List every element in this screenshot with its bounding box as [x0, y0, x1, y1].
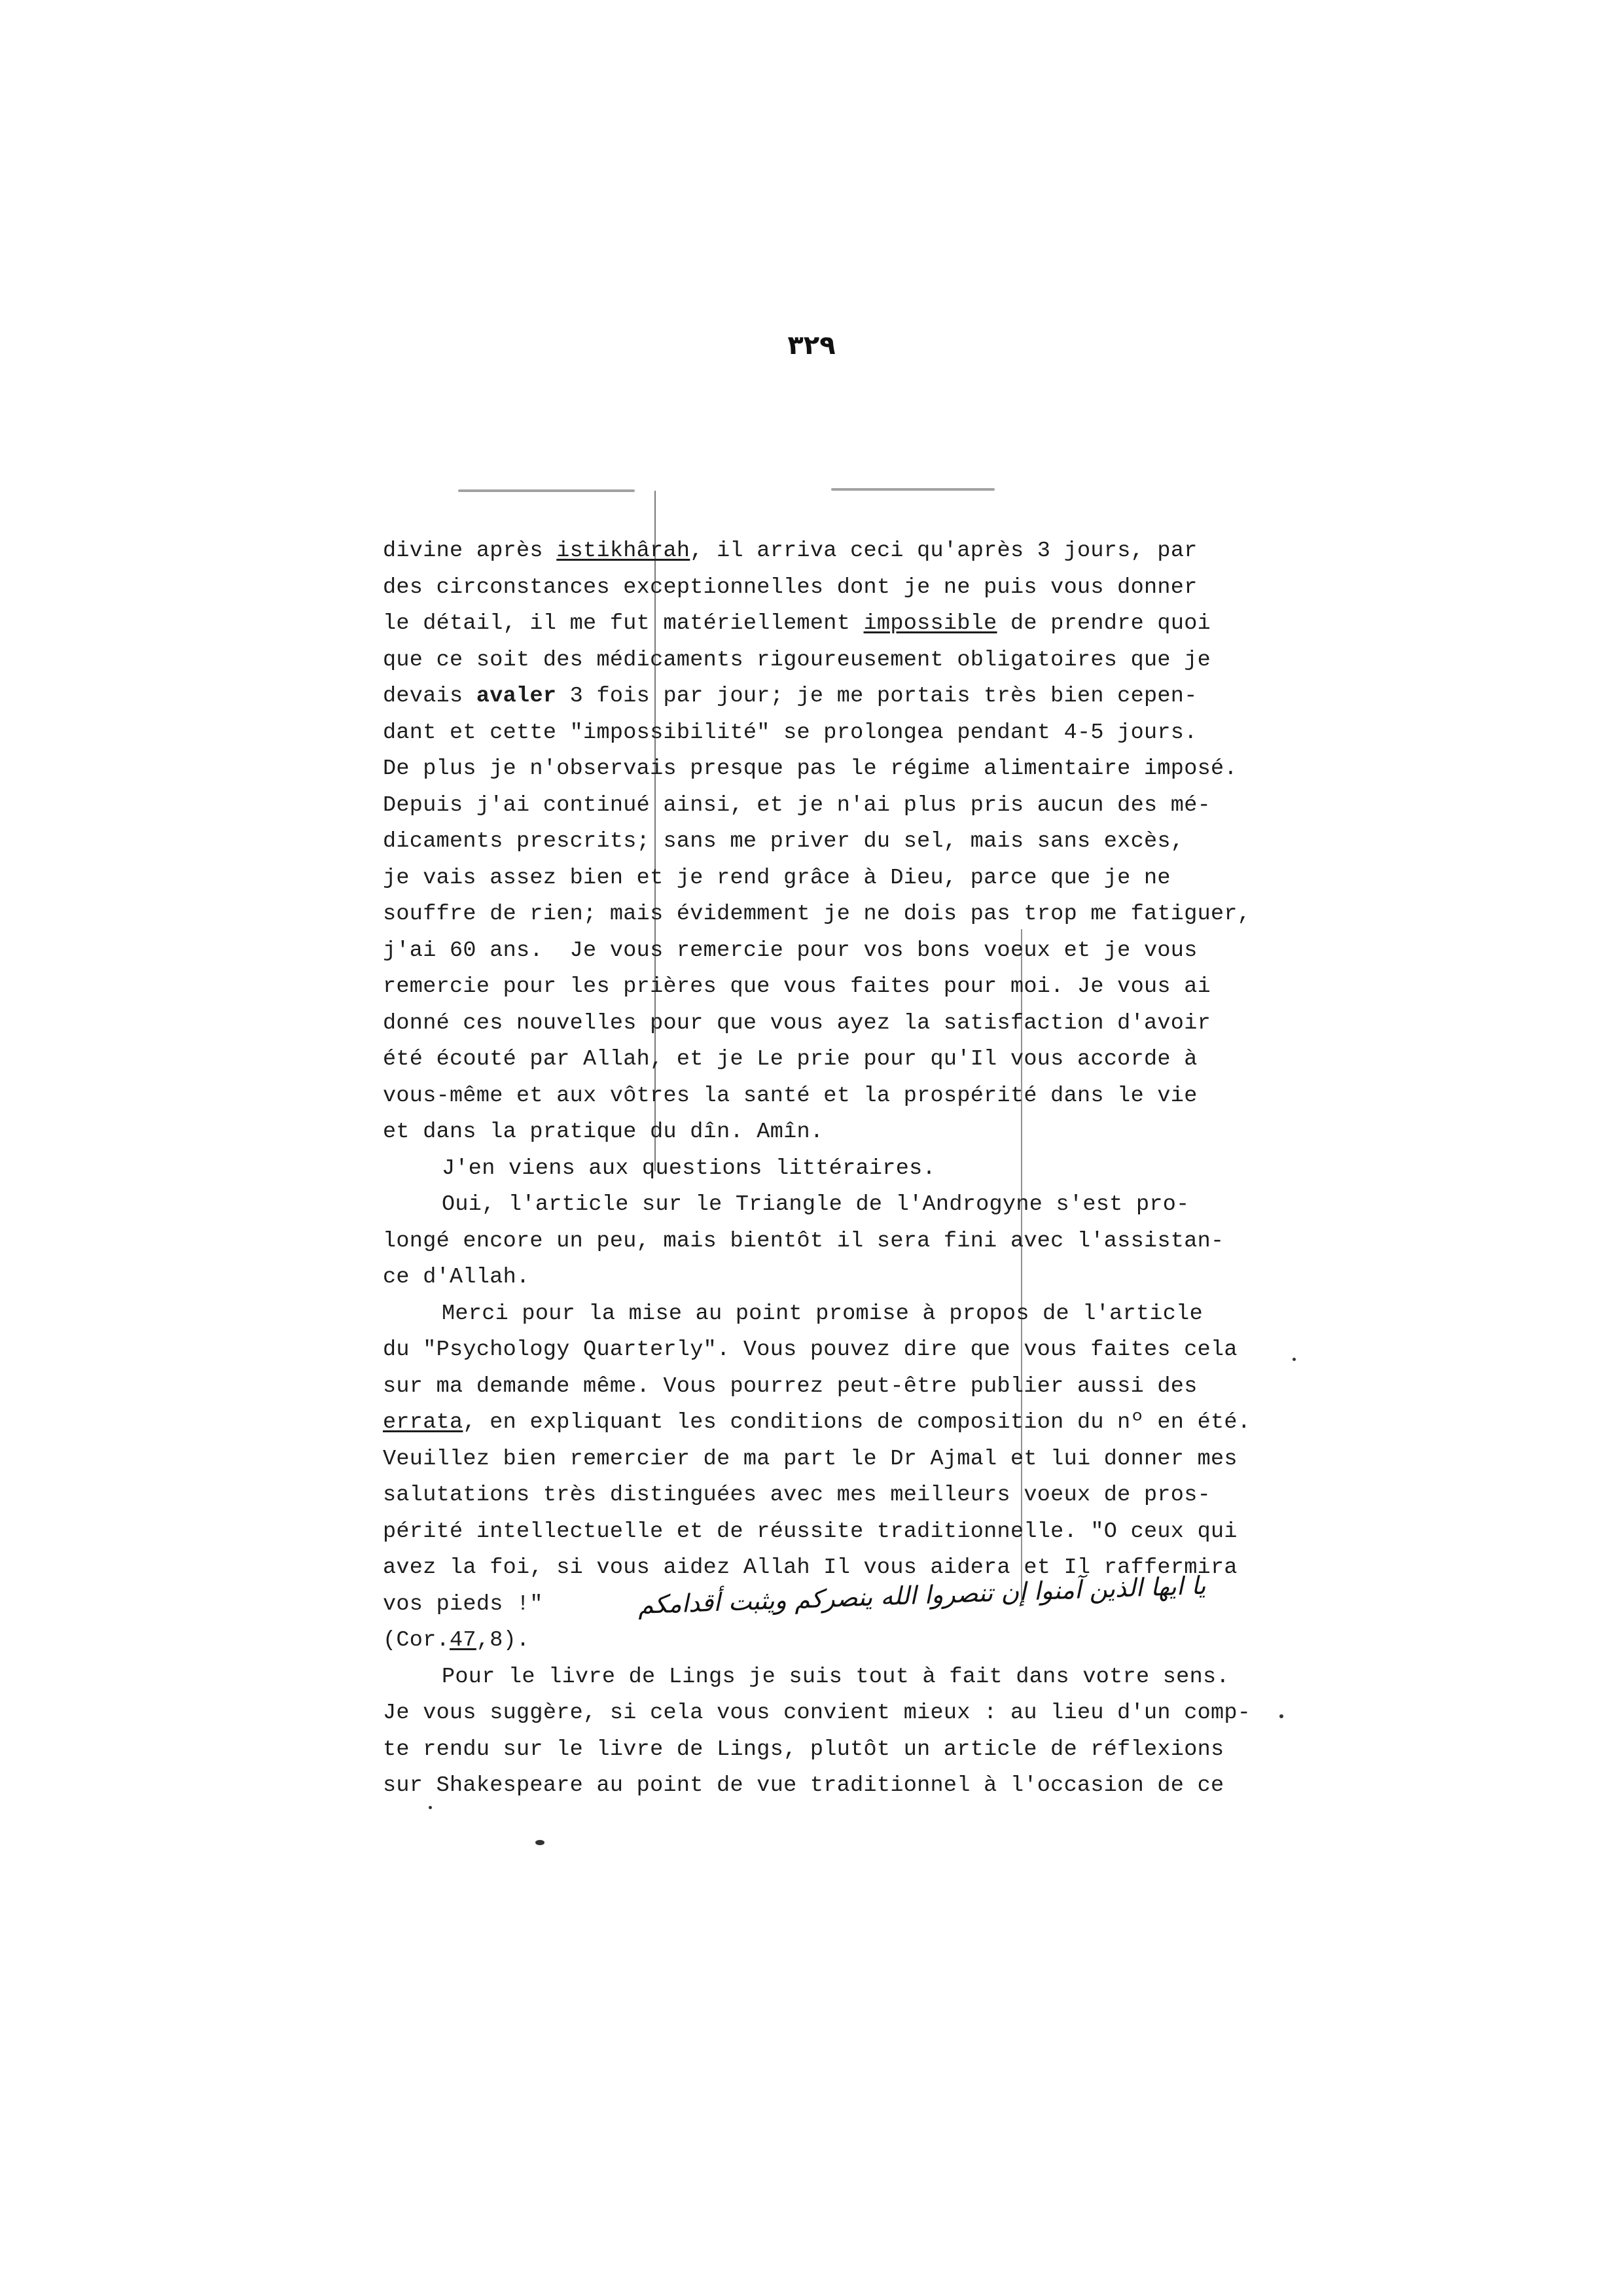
line-text: salutations très distinguées avec mes meilleurs voeux de pros- — [383, 1483, 1211, 1508]
line-text: souffre de rien; mais évidemment je ne dois pas trop me fatiguer, — [383, 902, 1251, 927]
letter-line — [383, 643, 1273, 679]
top-smudge-right — [831, 488, 995, 491]
line-text: avez la foi, si vous aidez Allah Il vous aidera et Il raffermira — [383, 1555, 1238, 1580]
line-text: le détail, il me fut matériellement — [383, 611, 864, 636]
letter-line — [383, 751, 1273, 788]
letter-line — [383, 1768, 1273, 1805]
letter-line — [383, 860, 1273, 897]
page-number: ٣٢٩ — [787, 330, 836, 361]
line-text: Je vous suggère, si cela vous convient mieux : au lieu d'un comp- — [383, 1701, 1251, 1725]
letter-line — [383, 1296, 1273, 1333]
letter-line — [383, 969, 1273, 1006]
line-text: divine après — [383, 539, 557, 563]
line-text: Merci pour la mise au point promise à propos de l'article — [442, 1301, 1203, 1326]
line-text: donné ces nouvelles pour que vous ayez la satisfaction d'avoir — [383, 1010, 1211, 1036]
line-text: , en expliquant les conditions de composition du nº en été. — [463, 1410, 1251, 1435]
letter-line — [383, 1151, 1273, 1188]
line-text: 3 fois par jour; je me portais très bien cepen- — [556, 684, 1198, 709]
underlined-text: errata — [383, 1410, 463, 1435]
ink-speck — [429, 1806, 432, 1809]
ink-speck — [1293, 1358, 1296, 1361]
line-text: été écouté par Allah, et je Le prie pour qu'Il vous accorde à — [383, 1047, 1198, 1072]
line-text: sur Shakespeare au point de vue traditionnel à l'occasion de ce — [383, 1773, 1224, 1798]
letter-line — [383, 1659, 1273, 1696]
line-text: longé encore un peu, mais bientôt il sera fini avec l'assistan- — [383, 1228, 1224, 1254]
letter-line — [383, 679, 1273, 715]
letter-line — [383, 1260, 1273, 1296]
letter-line — [383, 896, 1273, 933]
letter-line — [383, 824, 1273, 860]
line-text: te rendu sur le livre de Lings, plutôt un article de réflexions — [383, 1737, 1224, 1762]
underlined-text: 47 — [450, 1628, 476, 1653]
top-smudge-left — [458, 489, 635, 492]
line-text: , il arriva ceci qu'après 3 jours, par — [690, 539, 1198, 563]
letter-line — [383, 1514, 1273, 1551]
line-text: je vais assez bien et je rend grâce à Dieu, parce que je ne — [383, 865, 1171, 891]
line-text: et dans la pratique du dîn. Amîn. — [383, 1120, 824, 1144]
letter-line — [383, 1187, 1273, 1224]
letter-line — [383, 533, 1273, 570]
letter-line — [383, 788, 1273, 824]
line-text: dicaments prescrits; sans me priver du sel, mais sans excès, — [383, 829, 1185, 854]
line-text: J'en viens aux questions littéraires. — [442, 1156, 936, 1181]
arabic-quran-quote: يا ايها الذين آمنوا إن تنصروا الله ينصركم ويثبت أقدامكم — [637, 1570, 1207, 1620]
letter-line — [383, 1042, 1273, 1078]
letter-line — [383, 1405, 1273, 1441]
line-text: des circonstances exceptionnelles dont je ne puis vous donner — [383, 574, 1198, 600]
letter-line — [383, 1332, 1273, 1369]
line-text: Oui, l'article sur le Triangle de l'Androgyne s'est pro- — [442, 1192, 1190, 1217]
underlined-text: impossible — [863, 611, 997, 636]
letter-line — [383, 1369, 1273, 1405]
line-text: vous-même et aux vôtres la santé et la prospérité dans le vie — [383, 1083, 1198, 1108]
letter-line — [383, 1224, 1273, 1260]
letter-line — [383, 1114, 1273, 1151]
line-text: devais — [383, 684, 476, 709]
line-text: j'ai 60 ans. Je vous remercie pour vos bons voeux et je vous — [383, 938, 1198, 963]
line-text: remercie pour les prières que vous faites pour moi. Je vous ai — [383, 974, 1211, 999]
line-text: périté intellectuelle et de réussite traditionnelle. "O ceux qui — [383, 1519, 1238, 1544]
line-text: dant et cette "impossibilité" se prolongea pendant 4-5 jours. — [383, 720, 1198, 745]
letter-line — [383, 715, 1273, 752]
line-text: de prendre quoi — [997, 611, 1211, 636]
ink-speck — [535, 1840, 544, 1845]
letter-line — [383, 1078, 1273, 1115]
ink-speck — [1279, 1714, 1283, 1718]
letter-line — [383, 606, 1273, 643]
underlined-text: istikhârah — [556, 539, 690, 563]
line-text: (Cor. — [383, 1628, 450, 1653]
letter-line — [383, 1441, 1273, 1478]
letter-line — [383, 1732, 1273, 1769]
line-text: sur ma demande même. Vous pourrez peut-être publier aussi des — [383, 1373, 1198, 1399]
line-text: ce d'Allah. — [383, 1265, 530, 1290]
line-text: Depuis j'ai continué ainsi, et je n'ai plus pris aucun des mé- — [383, 792, 1211, 818]
letter-line — [383, 1695, 1273, 1732]
line-text: ,8). — [476, 1628, 530, 1653]
letter-line — [383, 1477, 1273, 1514]
line-text: du "Psychology Quarterly". Vous pouvez dire que vous faites cela — [383, 1337, 1238, 1362]
letter-line — [383, 570, 1273, 607]
handwritten-correction: avaler — [476, 684, 557, 709]
letter-line — [383, 1006, 1273, 1042]
line-text: Pour le livre de Lings je suis tout à fait dans votre sens. — [442, 1664, 1230, 1689]
letter-line — [383, 933, 1273, 970]
line-text: que ce soit des médicaments rigoureusement obligatoires que je — [383, 647, 1211, 673]
line-text: vos pieds !" — [383, 1591, 543, 1617]
line-text: De plus je n'observais presque pas le régime alimentaire imposé. — [383, 756, 1238, 781]
line-text: Veuillez bien remercier de ma part le Dr Ajmal et lui donner mes — [383, 1446, 1238, 1472]
